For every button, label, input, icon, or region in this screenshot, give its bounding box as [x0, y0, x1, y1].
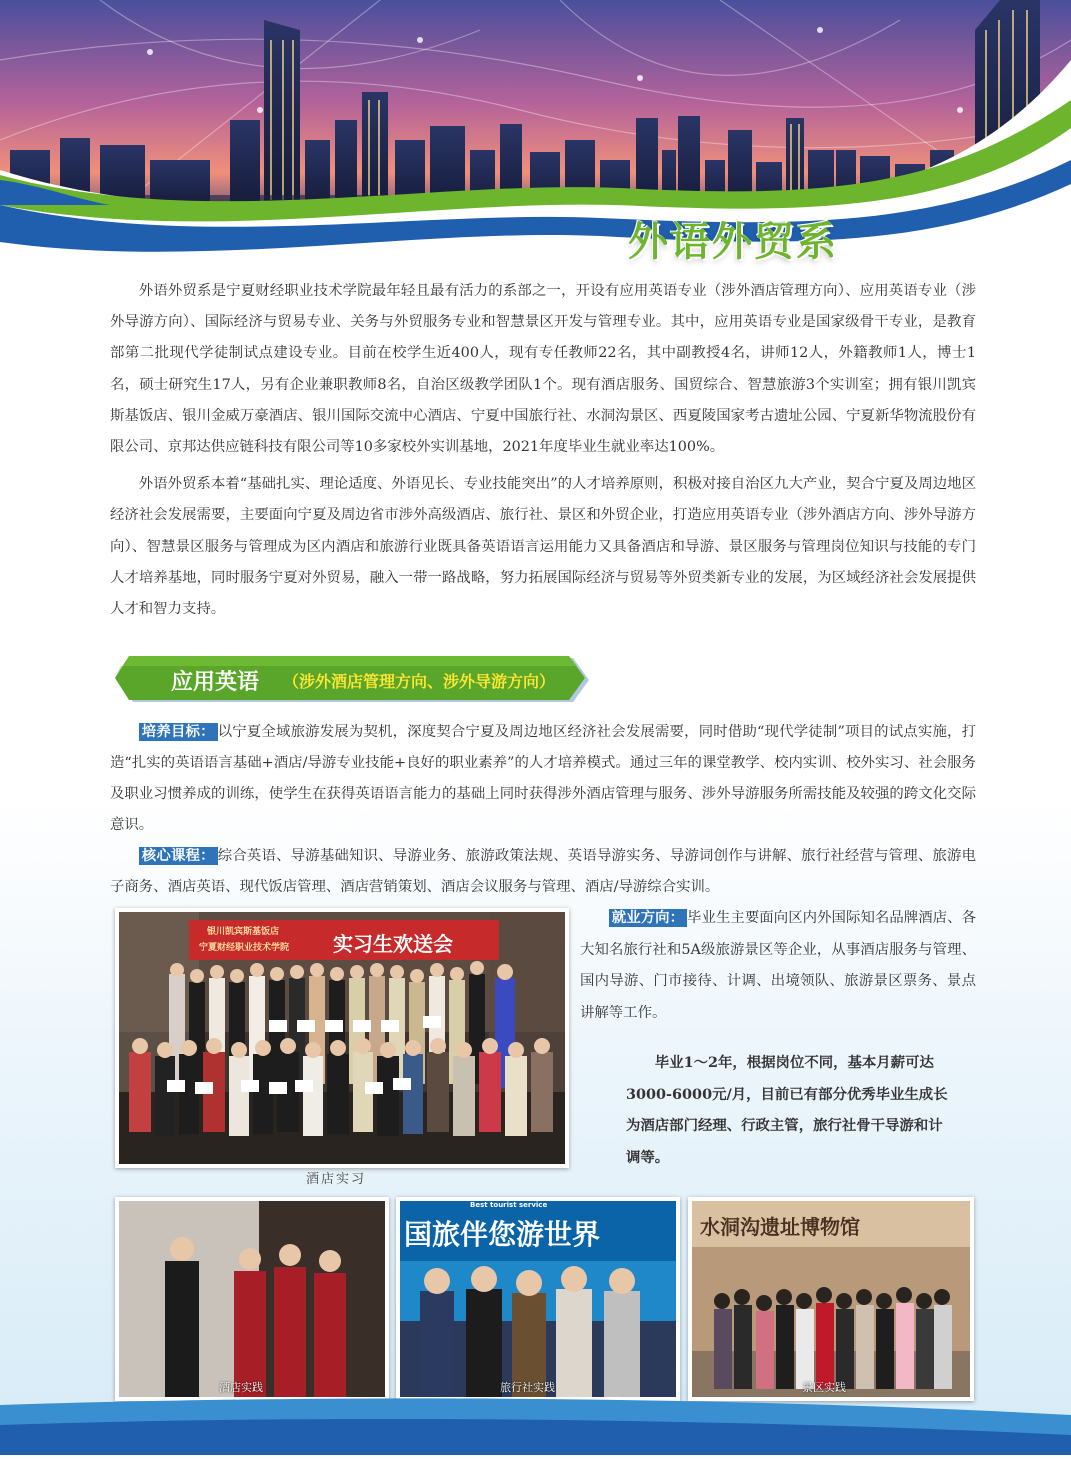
travel-agency-practice-caption: 旅行社实践 — [500, 1381, 555, 1394]
career-direction — [580, 903, 976, 1029]
city-skyline-image — [0, 0, 1071, 300]
header-banner — [0, 0, 1071, 300]
training-goals-label: 培养目标： — [139, 723, 218, 741]
section-title: 应用英语 — [171, 670, 260, 695]
main-photo-banner-line1: 银川凯宾斯基饭店 — [207, 927, 280, 937]
core-courses-text: 综合英语、导游基础知识、导游业务、旅游政策法规、英语导游实务、导游词创作与讲解、旅行社经营与管理、旅游电子商务、酒店英语、现代饭店管理、酒店营销策划、酒店会议服务与管理、酒店/导游综合实训。 — [110, 848, 976, 895]
hotel-practice-photo — [115, 1197, 389, 1401]
section-subtitle: （涉外酒店管理方向、涉外导游方向） — [283, 672, 556, 691]
travel-agency-practice-photo — [396, 1197, 680, 1401]
training-goals-text: 以宁夏全域旅游发展为契机，深度契合宁夏及周边地区经济社会发展需要，同时借助“现代学徒制”项目的试点实施，打造“扎实的英语语言基础+酒店/导游专业技能+良好的职业素养”的人才培养模式。通过三年的课堂教学、校内实训、校外实习、社会服务及职业习惯养成的训练，使学生在获得英语语言能力的基础上同时获得涉外酒店管理与服务、涉外导游服务所需技能及较强的跨文化交际意识。 — [110, 724, 976, 833]
main-photo-caption: 酒店实习 — [306, 1172, 367, 1187]
department-title: 外语外贸系 — [628, 219, 838, 265]
scenic-area-practice-caption: 景区实践 — [802, 1381, 846, 1394]
core-courses — [110, 841, 976, 903]
salary-info — [626, 1047, 948, 1173]
section-header-applied-english — [115, 656, 595, 704]
core-courses-label: 核心课程： — [139, 847, 218, 865]
salary-text: 毕业1～2年，根据岗位不同，基本月薪可达3000-6000元/月，目前已有部分优秀毕业生成长为酒店部门经理、行政主管，旅行社骨干导游和计调等。 — [626, 1054, 948, 1166]
travel-agency-banner: 国旅伴您游世界 — [404, 1218, 601, 1251]
main-photo-banner-line2: 宁夏财经职业技术学院 — [199, 943, 290, 953]
intro-paragraph-1: 外语外贸系是宁夏财经职业技术学院最年轻且最有活力的系部之一，开设有应用英语专业（涉外酒店管理方向）、应用英语专业（涉外导游方向）、国际经济与贸易专业、关务与外贸服务专业和智慧景区开发与管理专业。其中，应用英语专业是国家级骨干专业，是教育部第二批现代学徒制试点建设专业。目前在校学生近400人，现有专任教师22名，其中副教授4名，讲师12人，外籍教师1人，博士1名，硕士研究生17人，另有企业兼职教师8名，自治区级教学团队1个。现有酒店服务、国贸综合、智慧旅游3个实训室；拥有银川凯宾斯基饭店、银川金威万豪酒店、银川国际交流中心酒店、宁夏中国旅行社、水洞沟景区、西夏陵国家考古遗址公园、宁夏新华物流股份有限公司、京邦达供应链科技有限公司等10多家校外实训基地，2021年度毕业生就业率达100%。 — [110, 283, 976, 456]
career-label: 就业方向： — [609, 909, 687, 927]
travel-agency-banner-small: Best tourist service — [470, 1201, 548, 1209]
career-text: 毕业生主要面向区内外国际知名品牌酒店、各大知名旅行社和5A级旅游景区等企业，从事酒店服务与管理、国内导游、门市接待、计调、出境领队、旅游景区票务、景点讲解等工作。 — [580, 910, 976, 1021]
scenic-area-banner: 水洞沟遗址博物馆 — [700, 1215, 860, 1239]
training-goals — [110, 717, 976, 841]
scenic-area-practice-photo — [688, 1197, 974, 1401]
main-photo-banner-title: 实习生欢送会 — [333, 932, 453, 956]
hotel-internship-photo — [115, 908, 569, 1168]
bottom-decoration — [0, 1395, 1071, 1455]
hotel-practice-caption: 酒店实践 — [219, 1381, 263, 1394]
intro-text — [110, 276, 976, 625]
intro-paragraph-2: 外语外贸系本着“基础扎实、理论适度、外语见长、专业技能突出”的人才培养原则，积极对接自治区九大产业，契合宁夏及周边地区经济社会发展需要，主要面向宁夏及周边省市涉外高级酒店、旅行社、景区和外贸企业，打造应用英语专业（涉外酒店方向、涉外导游方向）、智慧景区服务与管理成为区内酒店和旅游行业既具备英语语言运用能力又具备酒店和导游、景区服务与管理岗位知识与技能的专门人才培养基地，同时服务宁夏对外贸易，融入一带一路战略，努力拓展国际经济与贸易等外贸类新专业的发展，为区域经济社会发展提供人才和智力支持。 — [110, 476, 976, 618]
